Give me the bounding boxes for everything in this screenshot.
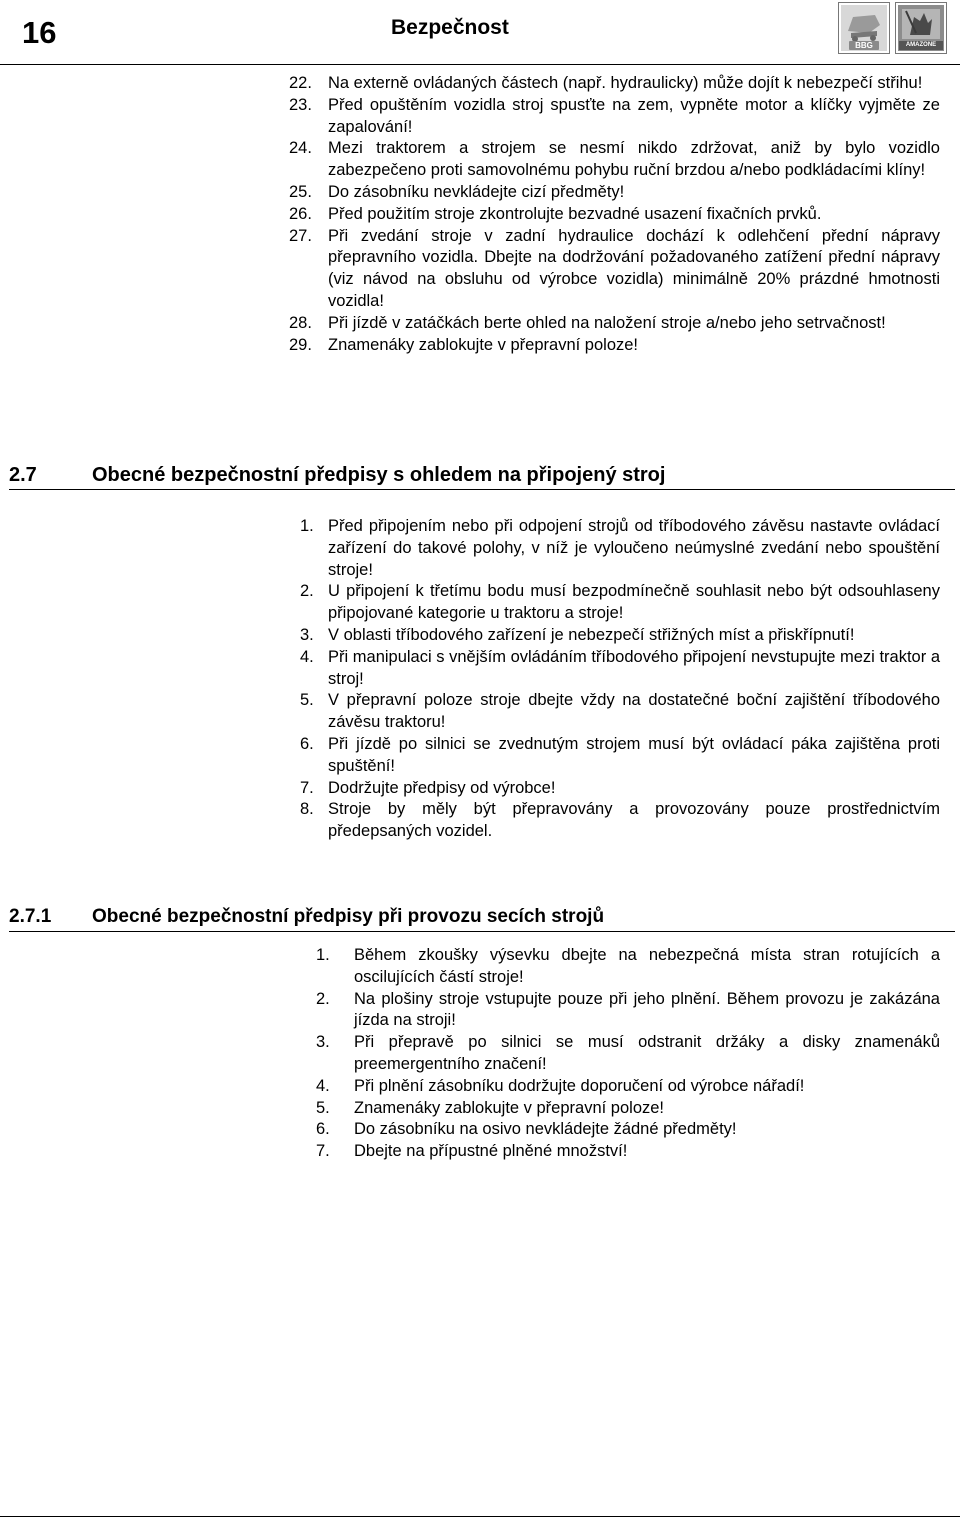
- list-item-text: V oblasti tříbodového zařízení je nebezpečí střižných míst a přiskřípnutí!: [328, 625, 855, 644]
- list-item: [316, 1032, 940, 1076]
- footer-divider: [0, 1516, 960, 1517]
- list-item-text: Při jízdě v zatáčkách berte ohled na naložení stroje a/nebo jeho setrvačnost!: [328, 313, 886, 332]
- list-item: [300, 647, 940, 691]
- list-item-number: 23.: [289, 95, 312, 114]
- list-item-number: 7.: [300, 778, 314, 797]
- list-item: [316, 1119, 940, 1141]
- list-item-text: U připojení k třetímu bodu musí bezpodmínečně souhlasit nebo být odsouhlaseny připojované kategorie u traktoru a stroje!: [328, 582, 940, 623]
- list-item-number: 8.: [300, 800, 314, 819]
- list-item: [316, 1098, 940, 1120]
- list-item: [316, 1141, 940, 1163]
- page-number: 16: [22, 15, 57, 50]
- list-item-text: Do zásobníku nevkládejte cizí předměty!: [328, 182, 625, 201]
- bbg-logo-text: BBG: [849, 41, 879, 50]
- safety-list-continued: [289, 73, 940, 356]
- list-item-number: 7.: [316, 1142, 330, 1161]
- list-item: [289, 204, 940, 226]
- list-item-number: 3.: [316, 1033, 330, 1052]
- list-item: [289, 73, 940, 95]
- list-item-text: Mezi traktorem a strojem se nesmí nikdo zdržovat, aniž by bylo vozidlo zabezpečeno proti samovolnému pohybu ruční brzdou a/nebo podkládacími klíny!: [328, 139, 940, 180]
- header-divider: [0, 64, 960, 65]
- list-item-number: 4.: [316, 1076, 330, 1095]
- seed-drill-safety-list: [316, 945, 940, 1163]
- list-item: [300, 581, 940, 625]
- list-item: [316, 1076, 940, 1098]
- section-divider: [9, 931, 955, 932]
- list-item-number: 5.: [316, 1098, 330, 1117]
- list-item: [289, 226, 940, 313]
- list-item-text: Znamenáky zablokujte v přepravní poloze!: [354, 1098, 665, 1117]
- list-item-text: Stroje by měly být přepravovány a provozovány pouze prostřednictvím předepsaných vozidel.: [328, 800, 940, 841]
- list-item-number: 1.: [300, 517, 314, 535]
- list-item: [289, 335, 940, 357]
- section-heading-2-7: [9, 463, 949, 489]
- hitch-safety-list: [300, 516, 940, 843]
- list-item-text: Do zásobníku na osivo nevkládejte žádné předměty!: [354, 1120, 737, 1139]
- list-item-number: 5.: [300, 691, 314, 710]
- section-number: 2.7: [9, 464, 37, 486]
- list-item-number: 6.: [300, 734, 314, 753]
- list-item: [300, 734, 940, 778]
- page-title: Bezpečnost: [391, 16, 509, 39]
- list-item-text: Dodržujte předpisy od výrobce!: [328, 778, 556, 797]
- list-item-text: Na plošiny stroje vstupujte pouze při jeho plnění. Během provozu je zakázána jízda na stroji!: [354, 989, 940, 1030]
- list-item-number: 24.: [289, 139, 312, 158]
- bbg-logo: [838, 2, 890, 54]
- list-item-text: Během zkoušky výsevku dbejte na nebezpečná místa stran rotujících a oscilujících částí stroje!: [354, 946, 940, 986]
- list-item-number: 27.: [289, 226, 312, 245]
- list-item: [289, 138, 940, 182]
- list-item-number: 22.: [289, 74, 312, 92]
- list-item-number: 2.: [316, 989, 330, 1008]
- list-item-number: 26.: [289, 204, 312, 223]
- list-item-text: Před připojením nebo při odpojení strojů od tříbodového závěsu nastavte ovládací zařízení do takové polohy, v níž je vyloučeno neúmyslné zvedání nebo spouštění stroje!: [328, 517, 940, 579]
- list-item-text: Při zvedání stroje v zadní hydraulice dochází k odlehčení přední nápravy přepravního vozidla. Dbejte na dodržování požadovaného zatížení přední nápravy (viz návod na obsluhu od výrobce vozidla) minimálně 20% prázdné hmotnosti vozidla!: [328, 226, 940, 310]
- amazone-logo-text: AMAZONE: [899, 41, 943, 50]
- list-item: [300, 516, 940, 581]
- list-item-number: 4.: [300, 647, 314, 666]
- list-item-text: Na externě ovládaných částech (např. hydraulicky) může dojít k nebezpečí střihu!: [328, 74, 923, 92]
- list-item-number: 29.: [289, 335, 312, 354]
- list-item-text: Znamenáky zablokujte v přepravní poloze!: [328, 335, 639, 354]
- section-heading-2-7-1: [9, 905, 949, 929]
- list-item: [316, 945, 940, 989]
- list-item: [300, 778, 940, 800]
- list-item: [289, 313, 940, 335]
- list-item-text: Dbejte na přípustné plněné množství!: [354, 1142, 628, 1161]
- list-item: [289, 182, 940, 204]
- list-item-text: Při přepravě po silnici se musí odstranit držáky a disky znamenáků preemergentního značení!: [354, 1033, 940, 1073]
- list-item-number: 6.: [316, 1120, 330, 1139]
- list-item: [300, 625, 940, 647]
- list-item-text: Při plnění zásobníku dodržujte doporučení od výrobce nářadí!: [354, 1076, 805, 1095]
- list-item: [300, 690, 940, 734]
- section-title: Obecné bezpečnostní předpisy při provozu secích strojů: [92, 906, 605, 927]
- list-item-number: 28.: [289, 313, 312, 332]
- list-item-number: 1.: [316, 946, 330, 964]
- list-item: [300, 799, 940, 843]
- list-item-number: 2.: [300, 582, 314, 601]
- amazone-logo: [895, 2, 947, 54]
- list-item-text: Při jízdě po silnici se zvednutým strojem musí být ovládací páka zajištěna proti spuštění!: [328, 734, 940, 775]
- list-item-text: Před opuštěním vozidla stroj spusťte na zem, vypněte motor a klíčky vyjměte ze zapalování!: [328, 95, 940, 136]
- list-item-text: Před použitím stroje zkontrolujte bezvadné usazení fixačních prvků.: [328, 204, 822, 223]
- list-item: [316, 989, 940, 1033]
- section-title: Obecné bezpečnostní předpisy s ohledem na připojený stroj: [92, 464, 666, 486]
- list-item-number: 25.: [289, 182, 312, 201]
- section-number: 2.7.1: [9, 906, 52, 927]
- list-item-text: Při manipulaci s vnějším ovládáním tříbodového připojení nevstupujte mezi traktor a stroj!: [328, 647, 940, 688]
- list-item-number: 3.: [300, 625, 314, 644]
- list-item: [289, 95, 940, 139]
- section-divider: [9, 489, 955, 490]
- list-item-text: V přepravní poloze stroje dbejte vždy na dostatečné boční zajištění tříbodového závěsu traktoru!: [328, 691, 940, 732]
